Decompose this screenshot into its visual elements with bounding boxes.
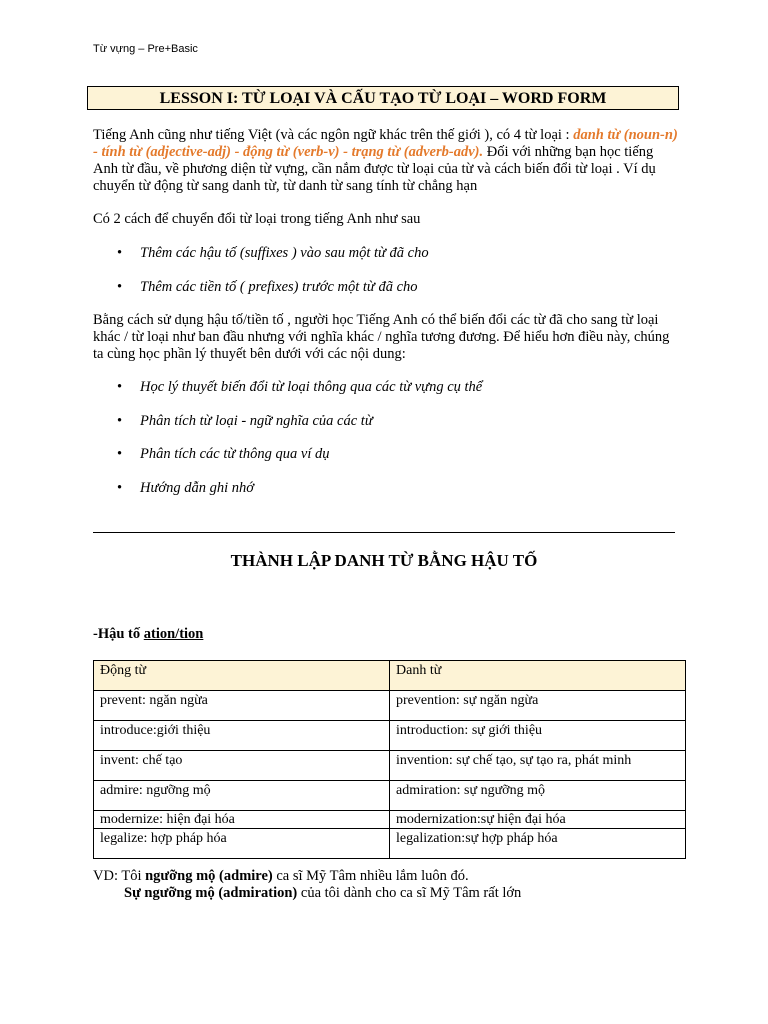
- bullet-icon: •: [117, 245, 123, 261]
- verb-cell: invent: chế tạo: [94, 751, 390, 781]
- verb-cell: introduce:giới thiệu: [94, 721, 390, 751]
- method-paragraph: Bằng cách sử dụng hậu tố/tiền tố , người học Tiếng Anh có thể biến đổi các từ đã cho sang từ loại khác / từ loại như ban đầu nhưng với nghĩa khác / nghĩa tương đương. Để hiểu hơn điều này, chúng ta cùng học phần lý thuyết bên dưới với các nội dung:: [93, 312, 670, 362]
- lesson-title: LESSON I: TỪ LOẠI VÀ CẤU TẠO TỪ LOẠI – WORD FORM: [87, 86, 679, 110]
- suffix-name: ation/tion: [143, 626, 204, 642]
- table-row: [94, 751, 686, 781]
- example-keyword: Sự ngưỡng mộ (admiration): [124, 885, 298, 901]
- noun-cell: admiration: sự ngưỡng mộ: [390, 781, 686, 811]
- noun-cell: modernization:sự hiện đại hóa: [390, 811, 686, 829]
- table-row: [94, 811, 686, 829]
- bullet-icon: •: [117, 413, 123, 429]
- intro-paragraph: [93, 127, 678, 195]
- word-class-highlight: danh từ (noun-n) - tính từ (adjective-adj) - động từ (verb-v) - trạng từ (adverb-adv).: [93, 127, 678, 160]
- bullet-icon: •: [117, 279, 123, 295]
- noun-cell: legalization:sự hợp pháp hóa: [390, 829, 686, 859]
- example-keyword: ngưỡng mộ (admire): [145, 868, 273, 884]
- word-form-table: [93, 660, 686, 859]
- verb-cell: admire: ngưỡng mộ: [94, 781, 390, 811]
- section-divider: [93, 532, 675, 533]
- verb-cell: legalize: hợp pháp hóa: [94, 829, 390, 859]
- noun-cell: prevention: sự ngăn ngừa: [390, 691, 686, 721]
- intro-text-1: Tiếng Anh cũng như tiếng Việt (và các ngôn ngữ khác trên thế giới ), có 4 từ loại :: [93, 127, 574, 143]
- verb-cell: modernize: hiện đại hóa: [94, 811, 390, 829]
- table-row: [94, 829, 686, 859]
- intro-text-2: Đối với những bạn học tiếng Anh từ đầu, về phương diện từ vựng, cần nắm được từ loại của từ và cách biến đổi từ loại . Ví dụ chuyển từ động từ sang danh từ, từ danh từ sang tính từ chẳng hạn: [93, 144, 656, 194]
- table-row: [94, 781, 686, 811]
- table-row: [94, 691, 686, 721]
- column-header-noun: Danh từ: [390, 661, 686, 691]
- suffix-label: -Hậu tố ation/tion: [93, 626, 204, 642]
- ways-intro: Có 2 cách để chuyển đổi từ loại trong tiếng Anh như sau: [93, 211, 421, 227]
- table-header-row: [94, 661, 686, 691]
- noun-cell: invention: sự chế tạo, sự tạo ra, phát minh: [390, 751, 686, 781]
- bullet-icon: •: [117, 446, 123, 462]
- table-row: [94, 721, 686, 751]
- bullet-icon: •: [117, 480, 123, 496]
- verb-cell: prevent: ngăn ngừa: [94, 691, 390, 721]
- column-header-verb: Động từ: [94, 661, 390, 691]
- example-line-2: Sự ngưỡng mộ (admiration) của tôi dành cho ca sĩ Mỹ Tâm rất lớn: [124, 885, 522, 901]
- noun-cell: introduction: sự giới thiệu: [390, 721, 686, 751]
- section-title: THÀNH LẬP DANH TỪ BẰNG HẬU TỐ: [230, 551, 538, 570]
- page-header: Từ vựng – Pre+Basic: [93, 43, 198, 55]
- bullet-icon: •: [117, 379, 123, 395]
- example-line-1: VD: Tôi ngưỡng mộ (admire) ca sĩ Mỹ Tâm nhiều lắm luôn đó.: [93, 868, 469, 884]
